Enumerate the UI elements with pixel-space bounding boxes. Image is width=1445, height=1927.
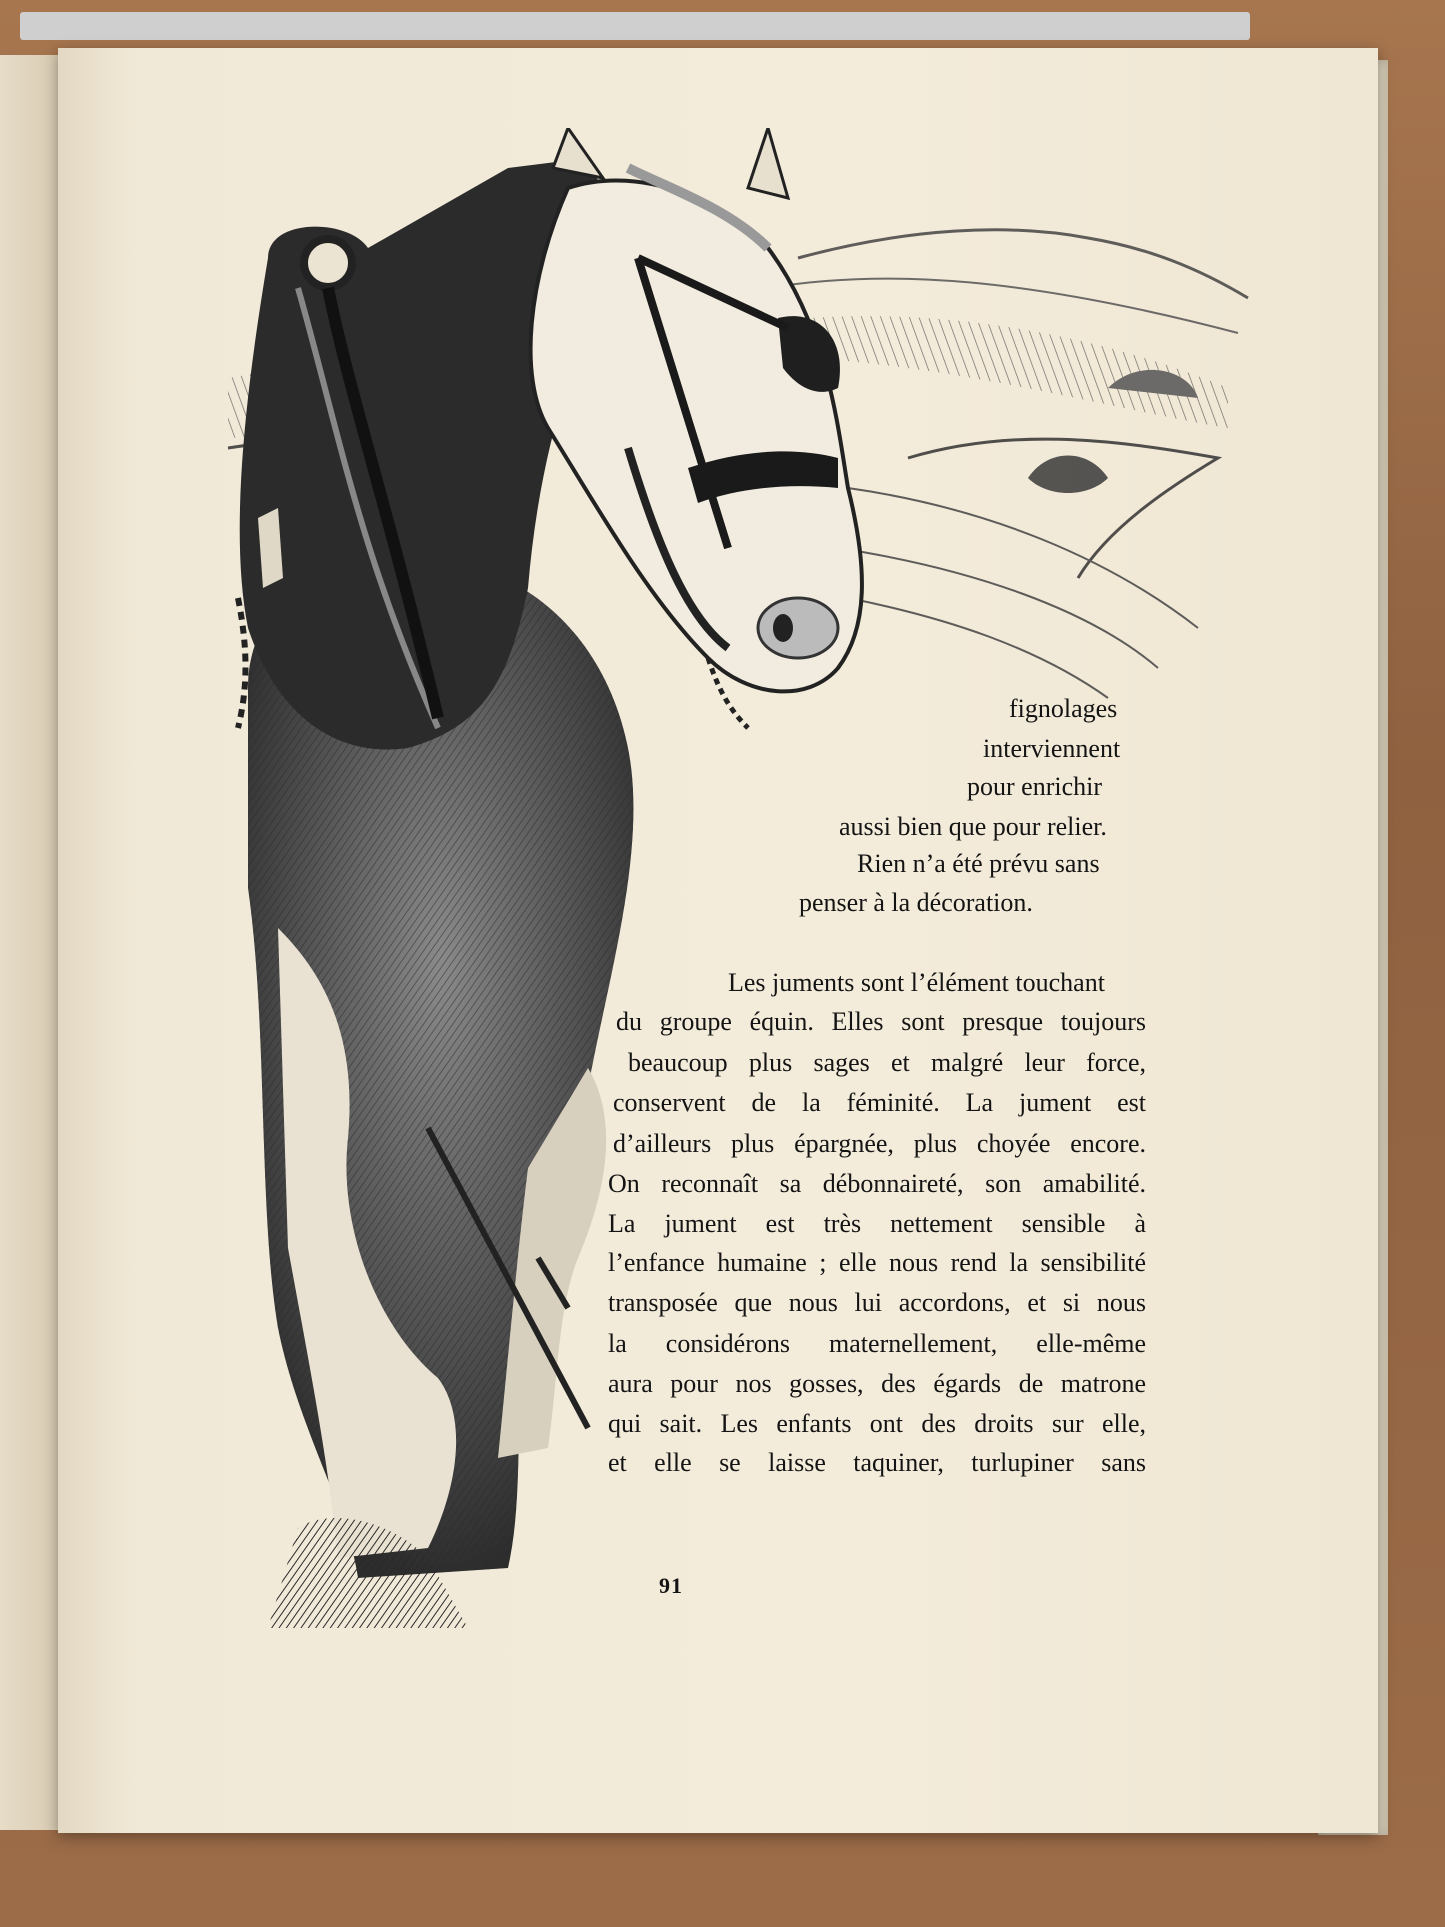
text-line: penser à la décoration. (799, 888, 1033, 917)
text-line: du groupe équin. Elles sont presque toujours (616, 1007, 1146, 1036)
book-cover-edge (20, 12, 1250, 40)
text-line: interviennent (983, 734, 1121, 763)
text-line: aussi bien que pour relier. (839, 812, 1107, 841)
text-line: conservent de la féminité. La jument est (613, 1088, 1146, 1117)
text-line: et elle se laisse taquiner, turlupiner sans (608, 1448, 1146, 1477)
text-line: transposée que nous lui accordons, et si nous (608, 1288, 1146, 1317)
text-line: fignolages (1009, 694, 1118, 723)
text-line: beaucoup plus sages et malgré leur force, (628, 1048, 1146, 1077)
text-line: Rien n’a été prévu sans (857, 849, 1100, 878)
text-line: pour enrichir (967, 772, 1103, 801)
book-page (58, 48, 1378, 1833)
text-line: On reconnaît sa débonnaireté, son amabilité. (608, 1169, 1146, 1198)
text-line: Les juments sont l’élément touchant (728, 968, 1105, 997)
text-line: l’enfance humaine ; elle nous rend la sensibilité (608, 1248, 1146, 1277)
text-line: La jument est très nettement sensible à (608, 1209, 1146, 1238)
page-number: 91 (659, 1573, 683, 1598)
text-line: la considérons maternellement, elle-même (608, 1329, 1146, 1358)
text-line: d’ailleurs plus épargnée, plus choyée encore. (613, 1129, 1146, 1158)
text-line: aura pour nos gosses, des égards de matrone (608, 1369, 1146, 1398)
text-line: qui sait. Les enfants ont des droits sur elle, (608, 1409, 1146, 1438)
horse-head (531, 128, 862, 728)
